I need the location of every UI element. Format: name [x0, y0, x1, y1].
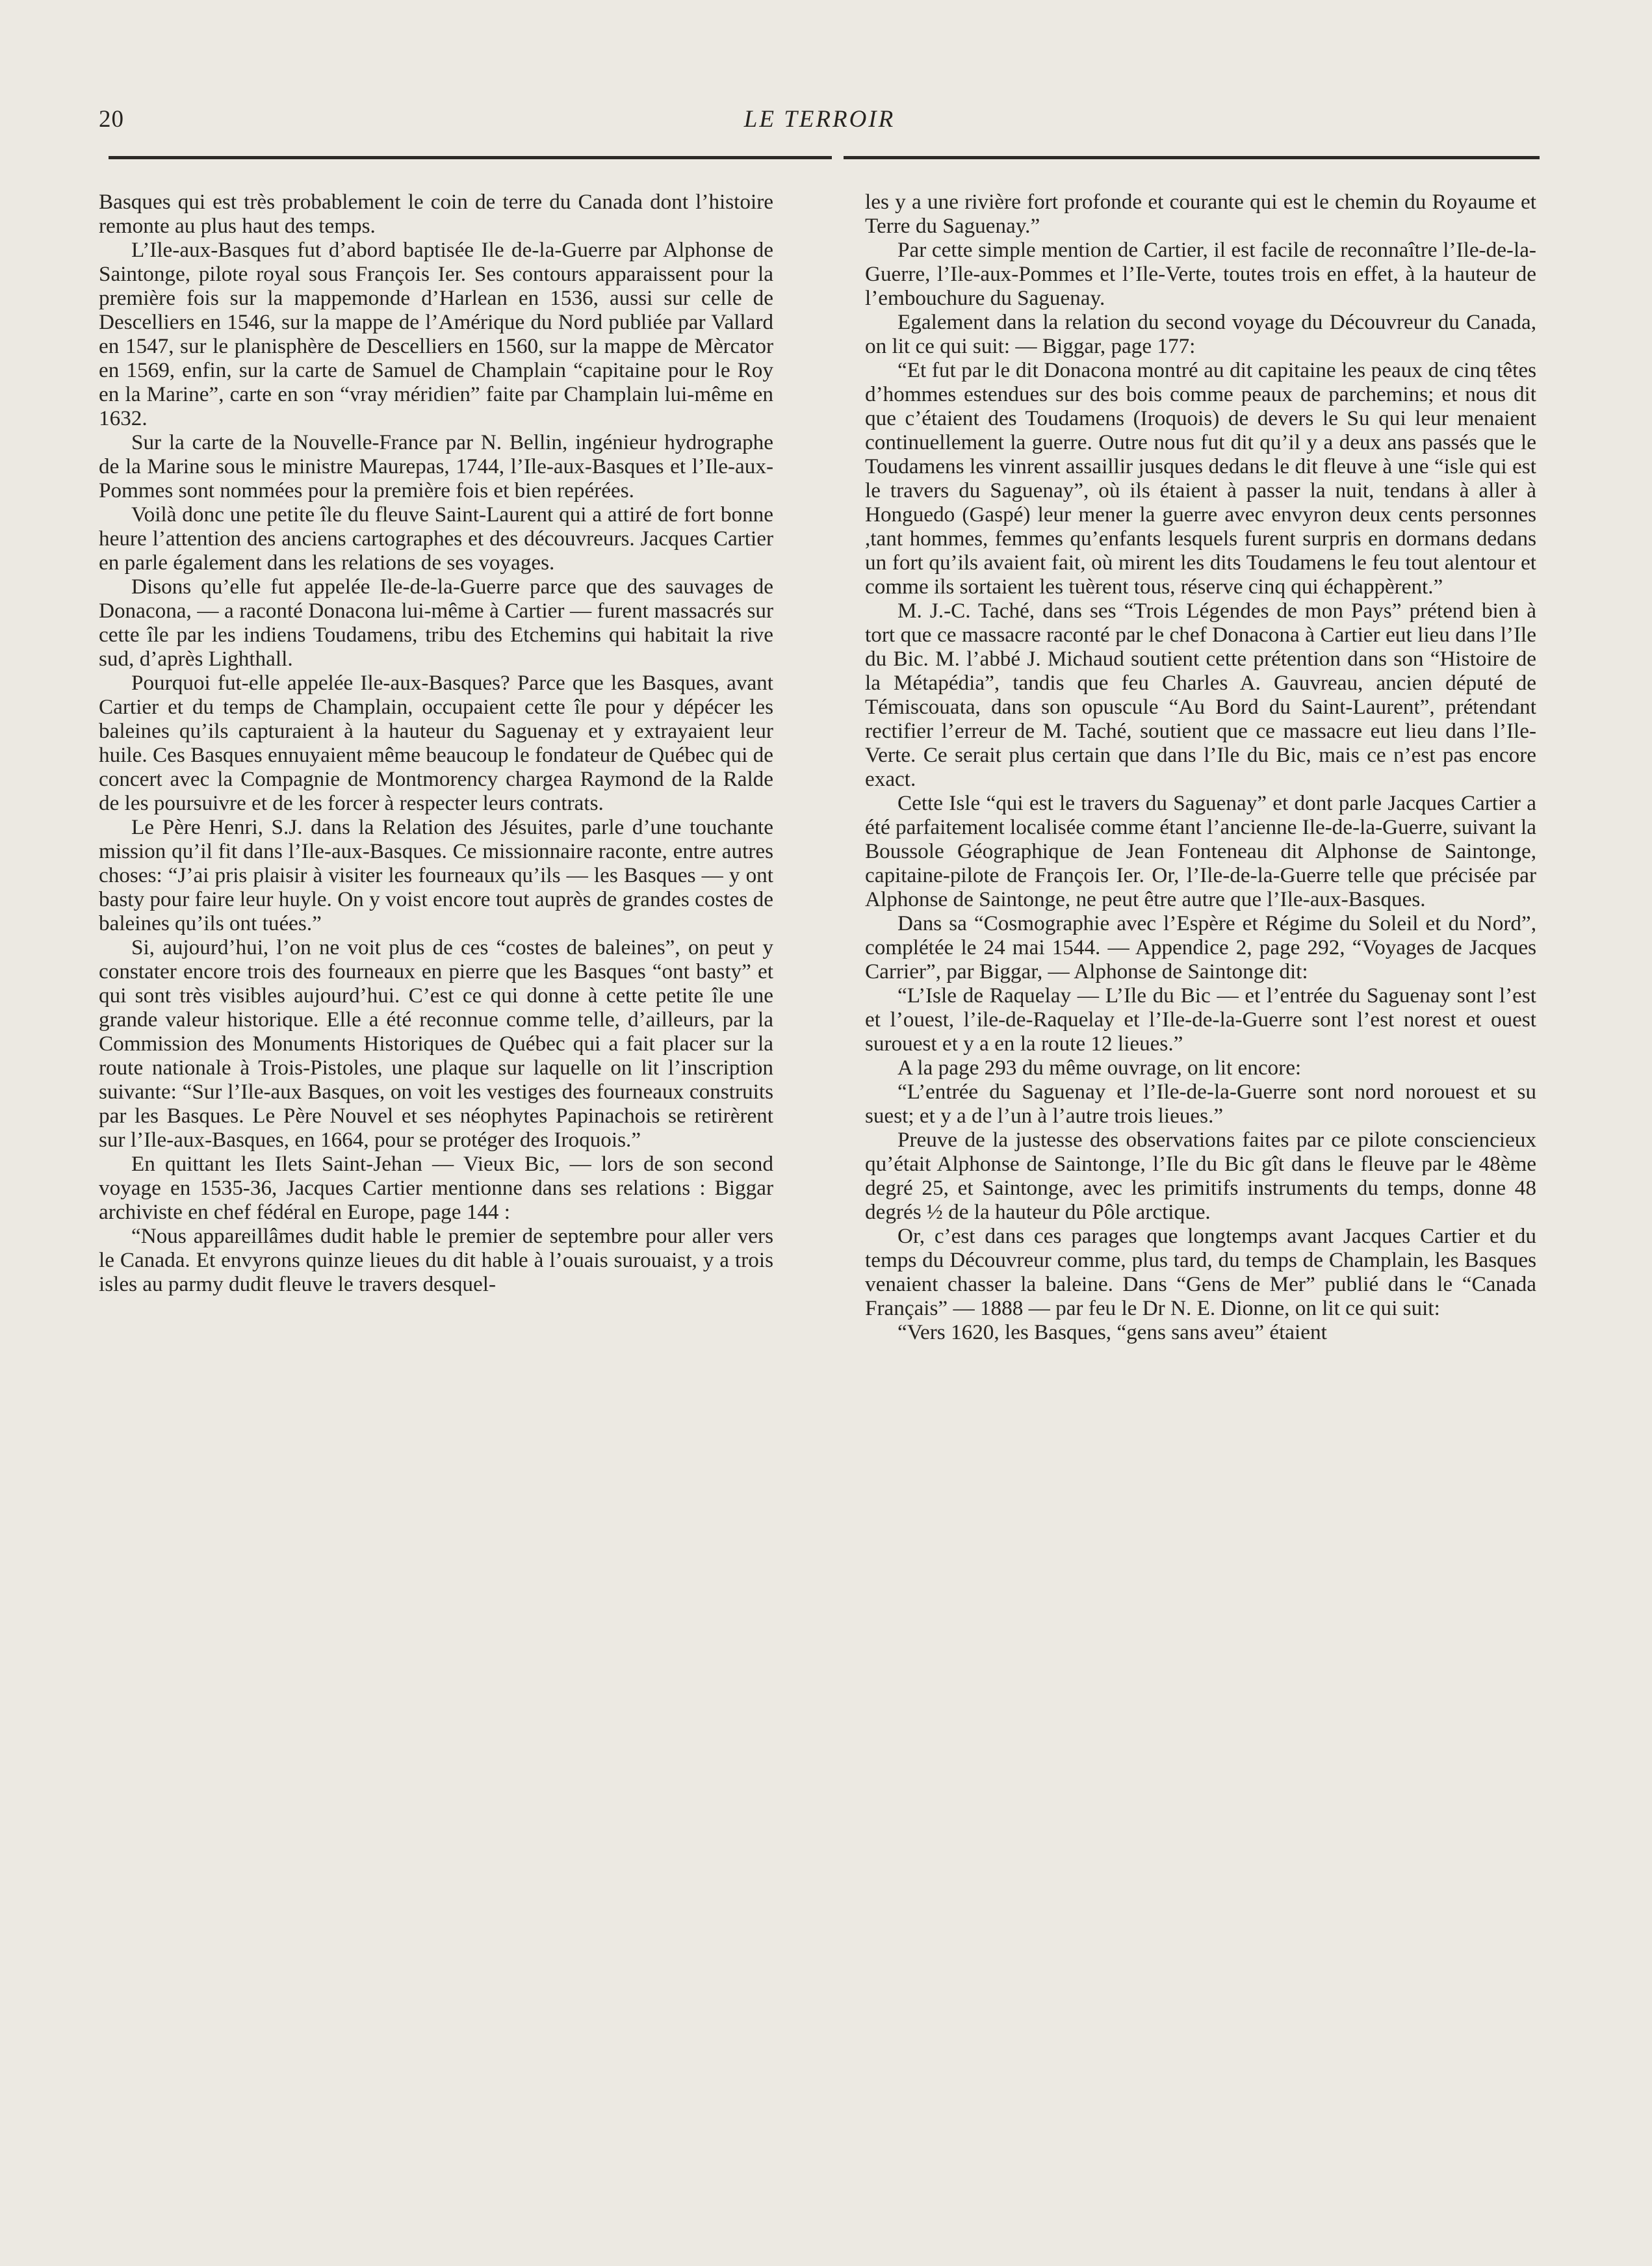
- paragraph: Or, c’est dans ces parages que longtemps avant Jacques Cartier et du temps du Découvreur comme, plus tard, du temps de Champlain, les Basques venaient chasser la baleine. Dans “Gens de Mer” publié dans le “Canada Français” — 1888 — par feu le Dr N. E. Dionne, on lit ce qui suit:: [865, 1224, 1536, 1320]
- running-title: LE TERROIR: [743, 106, 896, 133]
- paragraph: Pourquoi fut-elle appelée Ile-aux-Basques? Parce que les Basques, avant Cartier et du temps de Champlain, occupaient cette île pour y dépécer les baleines qu’ils capturaient à la hauteur du Saguenay et y extrayaient leur huile. Ces Basques ennuyaient même beaucoup le fondateur de Québec qui de concert avec la Compagnie de Montmorency chargea Raymond de la Ralde de les poursuivre et de les forcer à respecter leurs contrats.: [99, 671, 773, 815]
- paragraph: A la page 293 du même ouvrage, on lit encore:: [897, 1056, 1302, 1080]
- paragraph: Dans sa “Cosmographie avec l’Espère et Régime du Soleil et du Nord”, complétée le 24 mai 1544. — Appendice 2, page 292, “Voyages de Jacques Carrier”, par Biggar, — Alphonse de Saintonge dit:: [865, 911, 1536, 983]
- paragraph: “Vers 1620, les Basques, “gens sans aveu” étaient: [897, 1320, 1327, 1344]
- paragraph: Le Père Henri, S.J. dans la Relation des Jésuites, parle d’une touchante mission qu’il fit dans l’Ile-aux-Basques. Ce missionnaire raconte, entre autres choses: “J’ai pris plaisir à visiter les fourneaux qu’ils — les Basques — y ont basty pour faire leur huyle. On y voist encore tout auprès de grandes costes de baleines qu’ils ont tuées.”: [99, 815, 773, 935]
- page-number: 20: [99, 106, 124, 133]
- paragraph: “Nous appareillâmes dudit hable le premier de septembre pour aller vers le Canada. Et envyrons quinze lieues du dit hable à l’ouais surouaist, y a trois isles au parmy dudit fleuve le travers desquel-: [99, 1224, 773, 1296]
- paragraph: Disons qu’elle fut appelée Ile-de-la-Guerre parce que des sauvages de Donacona, — a raconté Donacona lui-même à Cartier — furent massacrés sur cette île par les indiens Toudamens, tribu des Etchemins qui habitait la rive sud, d’après Lighthall.: [99, 575, 773, 671]
- paragraph: En quittant les Ilets Saint-Jehan — Vieux Bic, — lors de son second voyage en 1535-36, Jacques Cartier mentionne dans ses relations : Biggar archiviste en chef fédéral en Europe, page 144 :: [99, 1152, 773, 1224]
- paragraph: les y a une rivière fort profonde et courante qui est le chemin du Royaume et Terre du Saguenay.”: [865, 190, 1536, 238]
- paragraph: L’Ile-aux-Basques fut d’abord baptisée Ile de-la-Guerre par Alphonse de Saintonge, pilote royal sous François Ier. Ses contours apparaissent pour la première fois sur la mappemonde d’Harlean en 1536, aussi sur celle de Descelliers en 1546, sur la mappe de l’Amérique du Nord publiée par Vallard en 1547, sur le planisphère de Descelliers en 1560, sur la mappe de Mèrcator en 1569, enfin, sur la carte de Samuel de Champlain “capitaine pour le Roy en la Marine”, carte en son “vray méridien” faite par Champlain lui-même en 1632.: [99, 238, 773, 430]
- paragraph: Basques qui est très probablement le coin de terre du Canada dont l’histoire remonte au plus haut des temps.: [99, 190, 773, 238]
- right-column: [865, 190, 1536, 2162]
- paragraph: Egalement dans la relation du second voyage du Découvreur du Canada, on lit ce qui suit: — Biggar, page 177:: [865, 310, 1536, 358]
- paragraph: Cette Isle “qui est le travers du Saguenay” et dont parle Jacques Cartier a été parfaitement localisée comme étant l’ancienne Ile-de-la-Guerre, suivant la Boussole Géographique de Jean Fonteneau dit Alphonse de Saintonge, capitaine-pilote de François Ier. Or, l’Ile-de-la-Guerre telle que précisée par Alphonse de Saintonge, ne peut être autre que l’Ile-aux-Basques.: [865, 791, 1536, 911]
- paragraph: M. J.-C. Taché, dans ses “Trois Légendes de mon Pays” prétend bien à tort que ce massacre raconté par le chef Donacona à Cartier eut lieu dans l’Ile du Bic. M. l’abbé J. Michaud soutient cette prétention dans son “Histoire de la Métapédia”, tandis que feu Charles A. Gauvreau, ancien député de Témiscouata, dans son opuscule “Au Bord du Saint-Laurent”, prétendant rectifier l’erreur de M. Taché, soutient que ce massacre eut lieu dans l’Ile-Verte. Ce serait plus certain que dans l’Ile du Bic, mais ce n’est pas encore exact.: [865, 599, 1536, 791]
- page-header: [99, 91, 1540, 156]
- paragraph: Si, aujourd’hui, l’on ne voit plus de ces “costes de baleines”, on peut y constater encore trois des fourneaux en pierre que les Basques “ont basty” et qui sont très visibles aujourd’hui. C’est ce qui donne à cette petite île une grande valeur historique. Elle a été reconnue comme telle, d’ailleurs, par la Commission des Monuments Historiques de Québec qui a fait placer sur la route nationale à Trois-Pistoles, une plaque sur laquelle on lit l’inscription suivante: “Sur l’Ile-aux Basques, on voit les vestiges des fourneaux construits par les Basques. Le Père Nouvel et ses néophytes Papinachois se retirèrent sur l’Ile-aux-Basques, en 1664, pour se protéger des Iroquois.”: [99, 935, 773, 1152]
- paragraph: Preuve de la justesse des observations faites par ce pilote consciencieux qu’était Alphonse de Saintonge, l’Ile du Bic gît dans le fleuve par le 48ème degré 25, et Saintonge, avec les primitifs instruments du temps, donne 48 degrés ½ de la hauteur du Pôle arctique.: [865, 1128, 1536, 1224]
- paragraph: Sur la carte de la Nouvelle-France par N. Bellin, ingénieur hydrographe de la Marine sous le ministre Maurepas, 1744, l’Ile-aux-Basques et l’Ile-aux-Pommes sont nommées pour la première fois et bien repérées.: [99, 430, 773, 502]
- header-rule-right: [844, 156, 1540, 159]
- paragraph: Voilà donc une petite île du fleuve Saint-Laurent qui a attiré de fort bonne heure l’attention des anciens cartographes et des découvreurs. Jacques Cartier en parle également dans les relations de ses voyages.: [99, 502, 773, 575]
- paragraph: Par cette simple mention de Cartier, il est facile de reconnaître l’Ile-de-la-Guerre, l’Ile-aux-Pommes et l’Ile-Verte, toutes trois en effet, à la hauteur de l’embouchure du Saguenay.: [865, 238, 1536, 310]
- header-rule-left: [109, 156, 832, 159]
- paragraph: “L’entrée du Saguenay et l’Ile-de-la-Guerre sont nord norouest et su suest; et y a de l’un à l’autre trois lieues.”: [865, 1080, 1536, 1128]
- paragraph: “L’Isle de Raquelay — L’Ile du Bic — et l’entrée du Saguenay sont l’est et l’ouest, l’ile-de-Raquelay et l’Ile-de-la-Guerre sont l’est norest et ouest surouest et y a en la route 12 lieues.”: [865, 983, 1536, 1056]
- left-column: [99, 190, 773, 2162]
- paragraph: “Et fut par le dit Donacona montré au dit capitaine les peaux de cinq têtes d’hommes estendues sur des bois comme peaux de parchemins; et nous dit que c’étaient des Toudamens (Iroquois) de devers le Su qui leur menaient continuellement la guerre. Outre nous fut dit qu’il y a deux ans passés que le Toudamens les vinrent assaillir jusques dedans le dit fleuve à une “isle qui est le travers du Saguenay”, où ils étaient à passer la nuit, tendans à aller à Honguedo (Gaspé) leur mener la guerre avec envyron deux cents personnes ,tant hommes, femmes qu’enfants lesquels furent surpris en dormans dedans un fort qu’ils avaient fait, où mirent les dits Toudamens le feu tout alentour et comme ils sortaient les tuèrent tous, réserve cinq qui échappèrent.”: [865, 358, 1536, 599]
